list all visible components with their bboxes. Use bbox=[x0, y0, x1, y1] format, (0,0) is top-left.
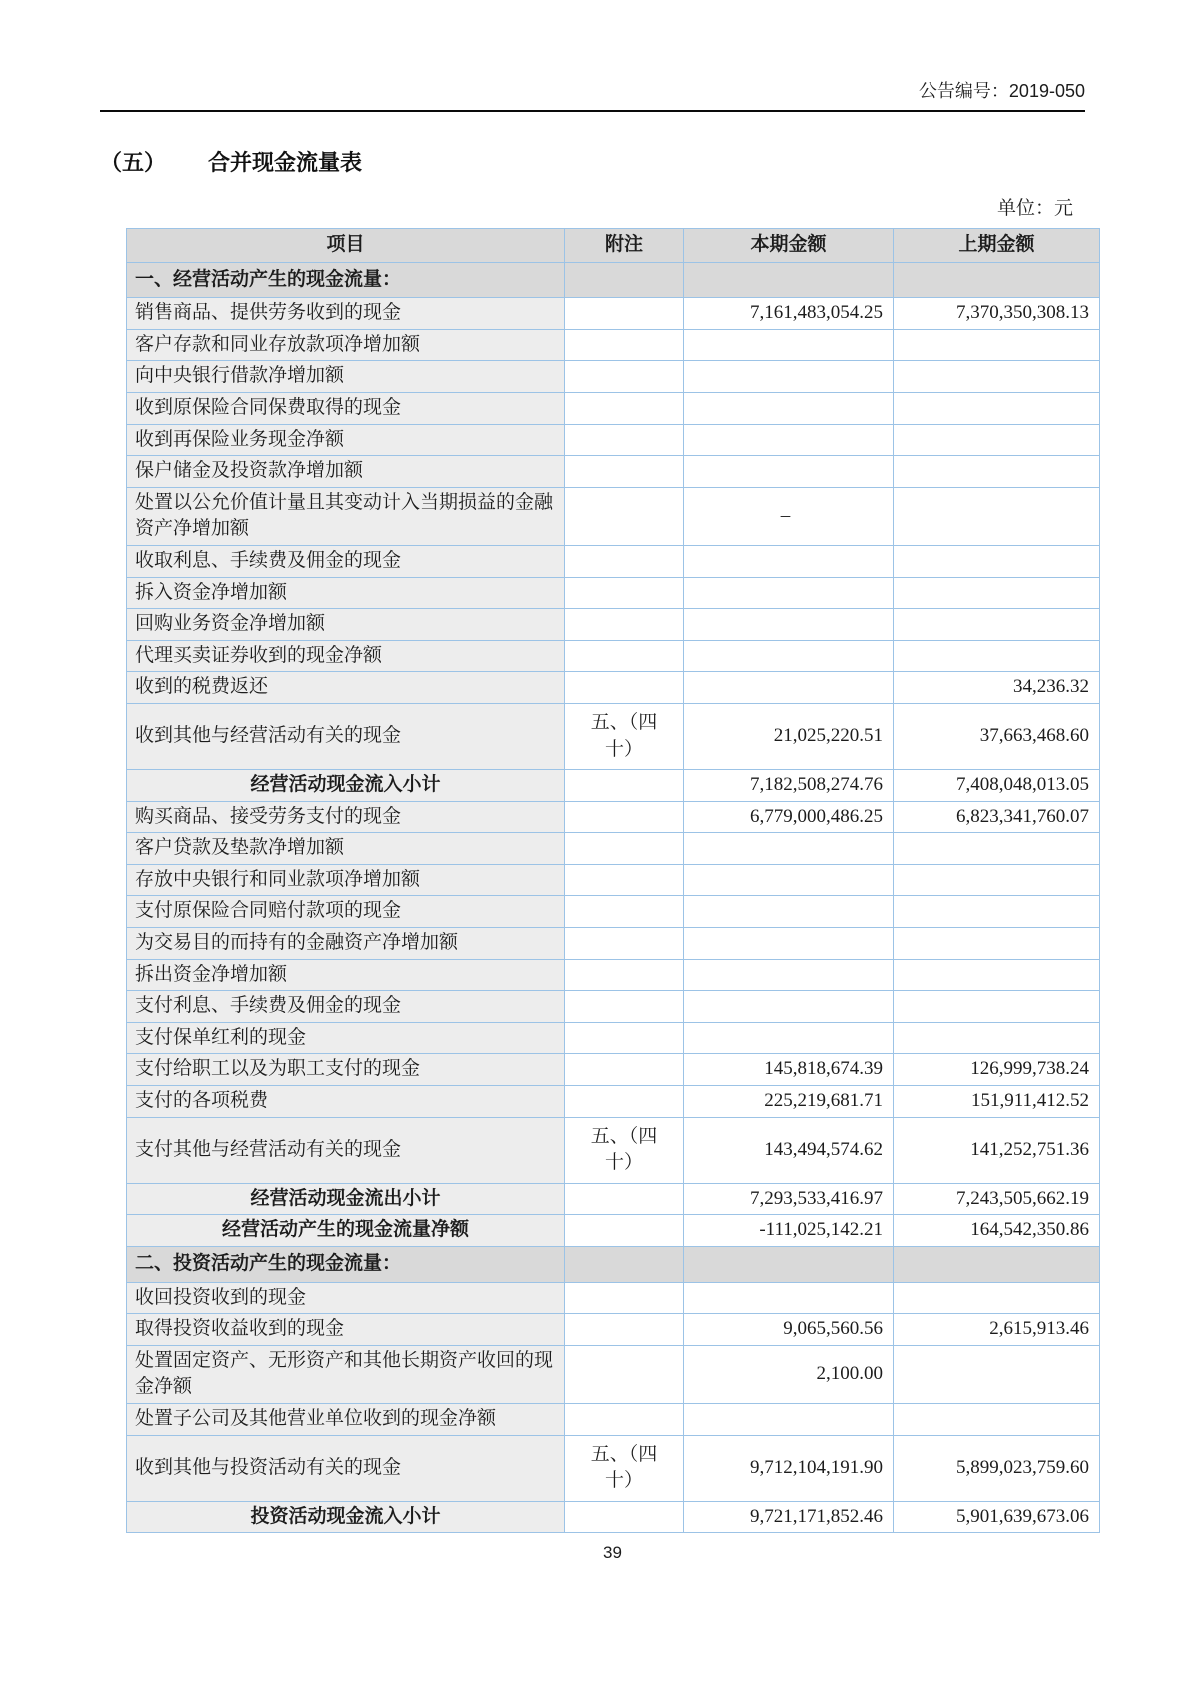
current-amount bbox=[684, 577, 894, 609]
note-value bbox=[565, 1215, 684, 1247]
prior-amount bbox=[894, 896, 1100, 928]
prior-amount bbox=[894, 1282, 1100, 1314]
current-amount: 7,182,508,274.76 bbox=[684, 770, 894, 802]
table-row bbox=[127, 1501, 1100, 1533]
item-label: 二、投资活动产生的现金流量： bbox=[127, 1247, 565, 1283]
table-row bbox=[127, 1403, 1100, 1435]
prior-amount: 164,542,350.86 bbox=[894, 1215, 1100, 1247]
current-amount bbox=[684, 928, 894, 960]
column-header-item: 项目 bbox=[127, 229, 565, 263]
note-value: 五、（四十） bbox=[565, 1435, 684, 1501]
prior-amount bbox=[894, 928, 1100, 960]
item-label: 收到再保险业务现金净额 bbox=[127, 424, 565, 456]
table-row bbox=[127, 991, 1100, 1023]
item-label: 支付保单红利的现金 bbox=[127, 1022, 565, 1054]
table-row bbox=[127, 1022, 1100, 1054]
column-header-prior-amount: 上期金额 bbox=[894, 229, 1100, 263]
note-value bbox=[565, 896, 684, 928]
note-value bbox=[565, 456, 684, 488]
item-label: 向中央银行借款净增加额 bbox=[127, 361, 565, 393]
current-amount: 225,219,681.71 bbox=[684, 1086, 894, 1118]
current-amount bbox=[684, 456, 894, 488]
table-row bbox=[127, 640, 1100, 672]
table-row bbox=[127, 672, 1100, 704]
prior-amount bbox=[894, 577, 1100, 609]
current-amount: 6,779,000,486.25 bbox=[684, 801, 894, 833]
note-value bbox=[565, 864, 684, 896]
table-row bbox=[127, 770, 1100, 802]
item-label: 经营活动现金流入小计 bbox=[127, 770, 565, 802]
prior-amount: 7,408,048,013.05 bbox=[894, 770, 1100, 802]
table-row bbox=[127, 1183, 1100, 1215]
item-label: 投资活动现金流入小计 bbox=[127, 1501, 565, 1533]
table-row bbox=[127, 833, 1100, 865]
current-amount bbox=[684, 609, 894, 641]
current-amount: 9,065,560.56 bbox=[684, 1314, 894, 1346]
prior-amount: 37,663,468.60 bbox=[894, 703, 1100, 769]
note-value bbox=[565, 577, 684, 609]
current-amount bbox=[684, 424, 894, 456]
page-title bbox=[100, 146, 1085, 177]
current-amount bbox=[684, 991, 894, 1023]
current-amount bbox=[684, 640, 894, 672]
prior-amount bbox=[894, 833, 1100, 865]
item-label: 为交易目的而持有的金融资产净增加额 bbox=[127, 928, 565, 960]
table-header-row bbox=[127, 229, 1100, 263]
table-row bbox=[127, 703, 1100, 769]
item-label: 收到其他与经营活动有关的现金 bbox=[127, 703, 565, 769]
table-row bbox=[127, 864, 1100, 896]
item-label: 收到其他与投资活动有关的现金 bbox=[127, 1435, 565, 1501]
item-label: 支付利息、手续费及佣金的现金 bbox=[127, 991, 565, 1023]
table-row bbox=[127, 896, 1100, 928]
table-row bbox=[127, 424, 1100, 456]
section-row bbox=[127, 1247, 1100, 1283]
current-amount: 143,494,574.62 bbox=[684, 1117, 894, 1183]
prior-amount bbox=[894, 609, 1100, 641]
note-value bbox=[565, 1247, 684, 1283]
cash-flow-table bbox=[126, 228, 1100, 1533]
current-amount: 9,712,104,191.90 bbox=[684, 1435, 894, 1501]
prior-amount: 151,911,412.52 bbox=[894, 1086, 1100, 1118]
item-label: 支付给职工以及为职工支付的现金 bbox=[127, 1054, 565, 1086]
prior-amount bbox=[894, 1403, 1100, 1435]
current-amount bbox=[684, 1247, 894, 1283]
table-row bbox=[127, 801, 1100, 833]
current-amount bbox=[684, 392, 894, 424]
item-label: 经营活动产生的现金流量净额 bbox=[127, 1215, 565, 1247]
current-amount bbox=[684, 896, 894, 928]
note-value bbox=[565, 801, 684, 833]
note-value bbox=[565, 1501, 684, 1533]
current-amount: 145,818,674.39 bbox=[684, 1054, 894, 1086]
current-amount: 9,721,171,852.46 bbox=[684, 1501, 894, 1533]
table-row bbox=[127, 928, 1100, 960]
note-value bbox=[565, 298, 684, 330]
table-row bbox=[127, 1054, 1100, 1086]
table-row bbox=[127, 361, 1100, 393]
table-row bbox=[127, 577, 1100, 609]
table-header bbox=[127, 229, 1100, 263]
item-label: 客户存款和同业存放款项净增加额 bbox=[127, 329, 565, 361]
prior-amount: 34,236.32 bbox=[894, 672, 1100, 704]
note-value bbox=[565, 1054, 684, 1086]
note-value bbox=[565, 991, 684, 1023]
table-row bbox=[127, 1435, 1100, 1501]
prior-amount: 7,243,505,662.19 bbox=[894, 1183, 1100, 1215]
note-value bbox=[565, 262, 684, 298]
note-value bbox=[565, 1282, 684, 1314]
table-row bbox=[127, 609, 1100, 641]
section-row bbox=[127, 262, 1100, 298]
note-value bbox=[565, 424, 684, 456]
prior-amount bbox=[894, 545, 1100, 577]
table-row bbox=[127, 1086, 1100, 1118]
item-label: 支付原保险合同赔付款项的现金 bbox=[127, 896, 565, 928]
note-value bbox=[565, 770, 684, 802]
note-value bbox=[565, 1183, 684, 1215]
current-amount bbox=[684, 545, 894, 577]
item-label: 取得投资收益收到的现金 bbox=[127, 1314, 565, 1346]
note-value bbox=[565, 329, 684, 361]
note-value bbox=[565, 1314, 684, 1346]
prior-amount bbox=[894, 1247, 1100, 1283]
table-row bbox=[127, 1117, 1100, 1183]
table-row bbox=[127, 545, 1100, 577]
prior-amount bbox=[894, 456, 1100, 488]
current-amount bbox=[684, 361, 894, 393]
current-amount bbox=[684, 672, 894, 704]
prior-amount bbox=[894, 329, 1100, 361]
note-value bbox=[565, 545, 684, 577]
item-label: 处置固定资产、无形资产和其他长期资产收回的现金净额 bbox=[127, 1345, 565, 1403]
note-value bbox=[565, 1086, 684, 1118]
table-row bbox=[127, 329, 1100, 361]
prior-amount bbox=[894, 361, 1100, 393]
item-label: 收取利息、手续费及佣金的现金 bbox=[127, 545, 565, 577]
table-row bbox=[127, 1314, 1100, 1346]
prior-amount bbox=[894, 262, 1100, 298]
note-value bbox=[565, 928, 684, 960]
note-value bbox=[565, 487, 684, 545]
table-row bbox=[127, 1345, 1100, 1403]
column-header-current-amount: 本期金额 bbox=[684, 229, 894, 263]
prior-amount: 6,823,341,760.07 bbox=[894, 801, 1100, 833]
item-label: 销售商品、提供劳务收到的现金 bbox=[127, 298, 565, 330]
table-row bbox=[127, 392, 1100, 424]
table-row bbox=[127, 487, 1100, 545]
item-label: 存放中央银行和同业款项净增加额 bbox=[127, 864, 565, 896]
note-value bbox=[565, 672, 684, 704]
current-amount bbox=[684, 833, 894, 865]
title-index: （五） bbox=[100, 150, 167, 175]
item-label: 购买商品、接受劳务支付的现金 bbox=[127, 801, 565, 833]
note-value bbox=[565, 609, 684, 641]
prior-amount: 141,252,751.36 bbox=[894, 1117, 1100, 1183]
prior-amount bbox=[894, 487, 1100, 545]
current-amount bbox=[684, 262, 894, 298]
note-value: 五、（四十） bbox=[565, 1117, 684, 1183]
item-label: 拆入资金净增加额 bbox=[127, 577, 565, 609]
note-value bbox=[565, 392, 684, 424]
current-amount: 7,161,483,054.25 bbox=[684, 298, 894, 330]
prior-amount bbox=[894, 392, 1100, 424]
prior-amount: 7,370,350,308.13 bbox=[894, 298, 1100, 330]
item-label: 代理买卖证券收到的现金净额 bbox=[127, 640, 565, 672]
item-label: 回购业务资金净增加额 bbox=[127, 609, 565, 641]
item-label: 收到原保险合同保费取得的现金 bbox=[127, 392, 565, 424]
unit-label: 单位：元 bbox=[996, 198, 1073, 219]
item-label: 一、经营活动产生的现金流量： bbox=[127, 262, 565, 298]
note-value: 五、（四十） bbox=[565, 703, 684, 769]
item-label: 收回投资收到的现金 bbox=[127, 1282, 565, 1314]
current-amount: – bbox=[684, 487, 894, 545]
table-row bbox=[127, 456, 1100, 488]
current-amount: 21,025,220.51 bbox=[684, 703, 894, 769]
page-number: 39 bbox=[603, 1543, 622, 1563]
current-amount bbox=[684, 1282, 894, 1314]
current-amount: 7,293,533,416.97 bbox=[684, 1183, 894, 1215]
doc-number: 公告编号：2019-050 bbox=[918, 81, 1085, 101]
prior-amount bbox=[894, 640, 1100, 672]
item-label: 处置以公允价值计量且其变动计入当期损益的金融资产净增加额 bbox=[127, 487, 565, 545]
prior-amount: 5,901,639,673.06 bbox=[894, 1501, 1100, 1533]
prior-amount bbox=[894, 1022, 1100, 1054]
item-label: 客户贷款及垫款净增加额 bbox=[127, 833, 565, 865]
prior-amount bbox=[894, 1345, 1100, 1403]
item-label: 经营活动现金流出小计 bbox=[127, 1183, 565, 1215]
current-amount: 2,100.00 bbox=[684, 1345, 894, 1403]
table-row bbox=[127, 1215, 1100, 1247]
item-label: 拆出资金净增加额 bbox=[127, 959, 565, 991]
note-value bbox=[565, 833, 684, 865]
doc-header bbox=[100, 80, 1085, 102]
note-value bbox=[565, 1403, 684, 1435]
prior-amount bbox=[894, 424, 1100, 456]
item-label: 处置子公司及其他营业单位收到的现金净额 bbox=[127, 1403, 565, 1435]
note-value bbox=[565, 640, 684, 672]
current-amount bbox=[684, 959, 894, 991]
item-label: 保户储金及投资款净增加额 bbox=[127, 456, 565, 488]
table-body bbox=[127, 262, 1100, 1533]
table-row bbox=[127, 959, 1100, 991]
current-amount bbox=[684, 329, 894, 361]
item-label: 支付的各项税费 bbox=[127, 1086, 565, 1118]
note-value bbox=[565, 1345, 684, 1403]
prior-amount bbox=[894, 959, 1100, 991]
header-rule bbox=[100, 110, 1085, 112]
prior-amount bbox=[894, 864, 1100, 896]
table-row bbox=[127, 298, 1100, 330]
item-label: 支付其他与经营活动有关的现金 bbox=[127, 1117, 565, 1183]
note-value bbox=[565, 361, 684, 393]
current-amount bbox=[684, 1403, 894, 1435]
title-text: 合并现金流量表 bbox=[208, 150, 363, 175]
note-value bbox=[565, 959, 684, 991]
current-amount bbox=[684, 1022, 894, 1054]
prior-amount bbox=[894, 991, 1100, 1023]
current-amount bbox=[684, 864, 894, 896]
prior-amount: 126,999,738.24 bbox=[894, 1054, 1100, 1086]
item-label: 收到的税费返还 bbox=[127, 672, 565, 704]
unit-label-row bbox=[100, 193, 1085, 220]
current-amount: -111,025,142.21 bbox=[684, 1215, 894, 1247]
table-row bbox=[127, 1282, 1100, 1314]
column-header-note: 附注 bbox=[565, 229, 684, 263]
note-value bbox=[565, 1022, 684, 1054]
prior-amount: 5,899,023,759.60 bbox=[894, 1435, 1100, 1501]
prior-amount: 2,615,913.46 bbox=[894, 1314, 1100, 1346]
